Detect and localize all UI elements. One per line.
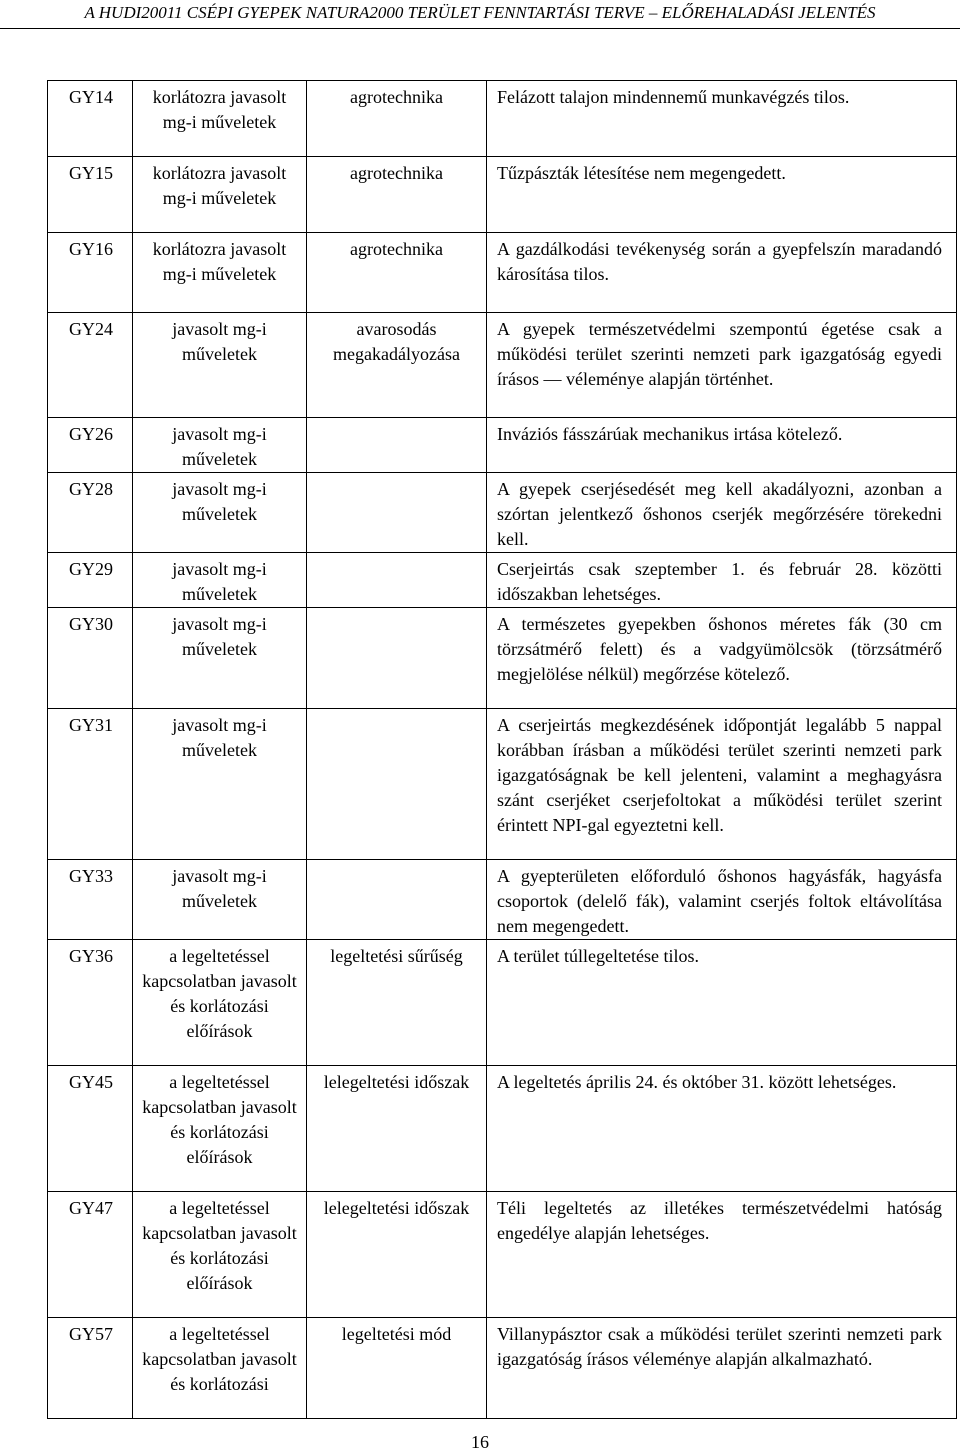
measure-code: GY24 (48, 313, 133, 418)
measure-description: A gyepek természetvédelmi szempontú égetése csak a működési terület szerinti nemzeti park igazgatóság egyedi írásos ― véleménye alapján történhet. (487, 313, 957, 418)
table-row (48, 608, 957, 709)
measure-description: Felázott talajon mindennemű munkavégzés tilos. (487, 81, 957, 157)
measure-code: GY31 (48, 709, 133, 860)
measure-subject (307, 608, 487, 709)
measure-code: GY30 (48, 608, 133, 709)
measure-category: a legeltetéssel kapcsolatban javasolt és korlátozási előírások (133, 1066, 307, 1192)
measure-subject: avarosodás megakadályozása (307, 313, 487, 418)
table-row (48, 709, 957, 860)
measure-subject: legeltetési mód (307, 1318, 487, 1419)
measure-description: A legeltetés április 24. és október 31. között lehetséges. (487, 1066, 957, 1192)
measure-subject (307, 418, 487, 473)
management-measures-table (47, 80, 957, 1419)
measure-subject: lelegeltetési időszak (307, 1066, 487, 1192)
measure-description: A terület túllegeltetése tilos. (487, 940, 957, 1066)
measure-subject: lelegeltetési időszak (307, 1192, 487, 1318)
measure-code: GY26 (48, 418, 133, 473)
measure-category: javasolt mg-i műveletek (133, 608, 307, 709)
measure-code: GY33 (48, 860, 133, 940)
table-row (48, 81, 957, 157)
measure-category: javasolt mg-i műveletek (133, 473, 307, 553)
measure-code: GY57 (48, 1318, 133, 1419)
table-row (48, 1318, 957, 1419)
table-row (48, 940, 957, 1066)
measure-category: javasolt mg-i műveletek (133, 860, 307, 940)
measure-category: a legeltetéssel kapcsolatban javasolt és korlátozási (133, 1318, 307, 1419)
measure-subject: legeltetési sűrűség (307, 940, 487, 1066)
measure-description: Inváziós fásszárúak mechanikus irtása kötelező. (487, 418, 957, 473)
measure-code: GY45 (48, 1066, 133, 1192)
measure-description: A gazdálkodási tevékenység során a gyepfelszín maradandó károsítása tilos. (487, 233, 957, 313)
measure-description: A gyepterületen előforduló őshonos hagyásfák, hagyásfa csoportok (delelő fák), valamint cserjés foltok eltávolítása nem megengedett. (487, 860, 957, 940)
measure-category: a legeltetéssel kapcsolatban javasolt és korlátozási előírások (133, 940, 307, 1066)
table-row (48, 233, 957, 313)
measure-description: Tűzpászták létesítése nem megengedett. (487, 157, 957, 233)
measure-subject (307, 860, 487, 940)
measure-category: javasolt mg-i műveletek (133, 553, 307, 608)
measure-description: Villanypásztor csak a működési terület szerinti nemzeti park igazgatóság írásos véleménye alapján alkalmazható. (487, 1318, 957, 1419)
table-row (48, 418, 957, 473)
measure-code: GY28 (48, 473, 133, 553)
measure-description: A gyepek cserjésedését meg kell akadályozni, azonban a szórtan jelentkező őshonos cserjék megőrzésére törekedni kell. (487, 473, 957, 553)
measure-category: javasolt mg-i műveletek (133, 709, 307, 860)
measure-category: a legeltetéssel kapcsolatban javasolt és korlátozási előírások (133, 1192, 307, 1318)
measure-subject (307, 709, 487, 860)
table-row (48, 473, 957, 553)
page-number: 16 (471, 1432, 489, 1452)
measure-subject (307, 553, 487, 608)
measure-code: GY36 (48, 940, 133, 1066)
measure-category: javasolt mg-i műveletek (133, 418, 307, 473)
measure-description: A cserjeirtás megkezdésének időpontját legalább 5 nappal korábban írásban a működési terület szerinti nemzeti park igazgatóságnak be kell jelenteni, valamint a meghagyásra szánt cserjéket cserjefoltokat a működési terület szerint érintett NPI-gal egyeztetni kell. (487, 709, 957, 860)
document-header: A HUDI20011 CSÉPI GYEPEK NATURA2000 TERÜLET FENNTARTÁSI TERVE – ELŐREHALADÁSI JELENTÉS (0, 0, 960, 29)
measure-category: korlátozra javasolt mg-i műveletek (133, 233, 307, 313)
measure-category: javasolt mg-i műveletek (133, 313, 307, 418)
table-row (48, 157, 957, 233)
table-row (48, 860, 957, 940)
table-row (48, 313, 957, 418)
measure-category: korlátozra javasolt mg-i műveletek (133, 157, 307, 233)
measure-description: Cserjeirtás csak szeptember 1. és február 28. közötti időszakban lehetséges. (487, 553, 957, 608)
table-row (48, 1192, 957, 1318)
measure-subject: agrotechnika (307, 81, 487, 157)
measure-category: korlátozra javasolt mg-i műveletek (133, 81, 307, 157)
measure-description: A természetes gyepekben őshonos méretes fák (30 cm törzsátmérő felett) és a vadgyümölcsök (törzsátmérő megjelölése nélkül) megőrzése kötelező. (487, 608, 957, 709)
measure-subject (307, 473, 487, 553)
measure-code: GY47 (48, 1192, 133, 1318)
measure-code: GY15 (48, 157, 133, 233)
measure-description: Téli legeltetés az illetékes természetvédelmi hatóság engedélye alapján lehetséges. (487, 1192, 957, 1318)
measure-code: GY14 (48, 81, 133, 157)
measure-code: GY16 (48, 233, 133, 313)
measure-subject: agrotechnika (307, 233, 487, 313)
table-row (48, 1066, 957, 1192)
table-row (48, 553, 957, 608)
measure-subject: agrotechnika (307, 157, 487, 233)
measure-code: GY29 (48, 553, 133, 608)
